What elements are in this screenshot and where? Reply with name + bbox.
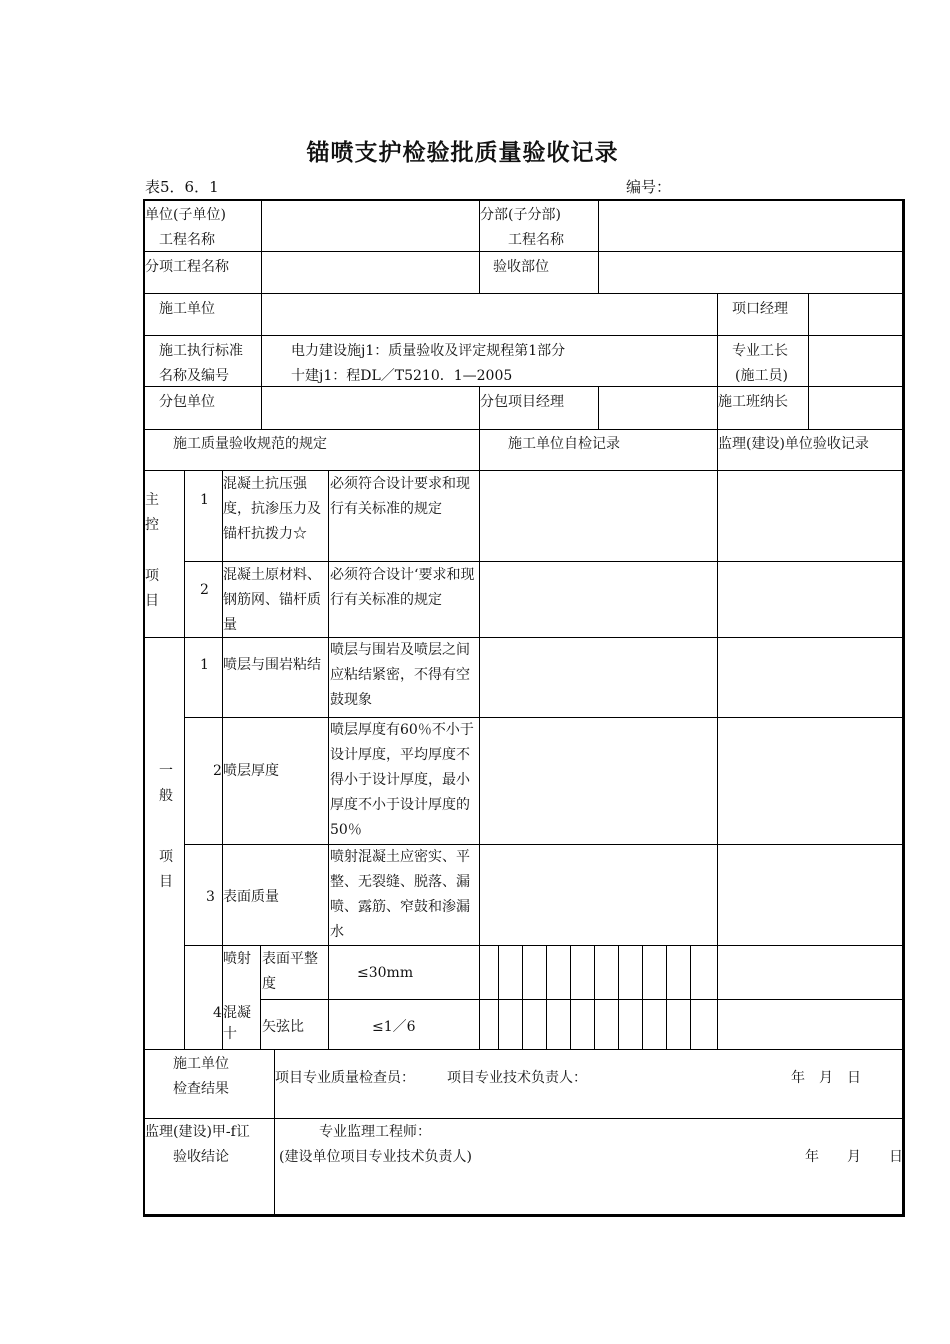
- subcontractor-label: 分包单位: [159, 394, 215, 410]
- v-line: [598, 201, 599, 293]
- h-line: [145, 335, 905, 336]
- main-control-char: 主: [145, 492, 159, 508]
- item4-category-cut: 十: [223, 1026, 237, 1042]
- h-line: [260, 999, 905, 1000]
- main-control-char: 目: [145, 593, 159, 609]
- v-line: [522, 945, 523, 1049]
- v-line: [498, 945, 499, 1049]
- v-line: [808, 293, 809, 386]
- h-line: [145, 293, 905, 294]
- standard-value-2: 十建j1：程DL／T5210．1—2005: [291, 368, 513, 384]
- main-item-name: 混凝土原材料、钢筋网、锚杆质量: [223, 567, 321, 633]
- standard-value: 电力建设施j1：质量验收及评定规程第1部分: [291, 343, 566, 359]
- foreman-label-2: (施工员): [735, 368, 788, 384]
- general-item-no: 2: [213, 763, 222, 779]
- general-item-name: 喷层厚度: [223, 763, 279, 779]
- v-line: [328, 945, 329, 1049]
- main-item-no: 2: [200, 582, 209, 598]
- sag-ratio-value: ≤1／6: [372, 1019, 416, 1035]
- general-item-no: 1: [200, 657, 209, 673]
- flatness-value: ≤30mm: [357, 965, 414, 981]
- main-item-requirement: 必须符合设计要求和现行有关标准的规定: [330, 476, 470, 517]
- acceptance-form: [143, 199, 905, 1217]
- h-line: [145, 470, 905, 471]
- project-manager-label: 项口经理: [732, 301, 788, 317]
- v-line: [618, 945, 619, 1049]
- owner-tech-lead-label: (建设单位项目专业技术负责人): [279, 1149, 472, 1165]
- general-item-requirement: 喷射混凝土应密实、平整、无裂缝、脱落、漏喷、露筋、窄鼓和渗漏水: [330, 849, 470, 940]
- v-line: [184, 470, 185, 1049]
- h-line: [145, 1049, 905, 1050]
- check-date: 年 月 日: [791, 1070, 861, 1086]
- supervision-label: 监理(建设)甲-f讧: [145, 1124, 250, 1140]
- v-line: [261, 251, 262, 293]
- sag-ratio-name: 矢弦比: [262, 1019, 304, 1035]
- standard-label: 施工执行标准: [159, 343, 243, 359]
- v-line: [261, 201, 262, 251]
- item4-category-2: 混凝: [223, 1005, 251, 1021]
- main-control-char: 项: [145, 568, 159, 584]
- main-item-requirement: 必须符合设计‘要求和现行有关标准的规定: [330, 567, 475, 608]
- v-line: [717, 429, 718, 1049]
- v-line: [260, 945, 261, 1049]
- unit-label-2: 工程名称: [159, 232, 215, 248]
- v-line: [690, 945, 691, 1049]
- v-line: [328, 470, 329, 945]
- v-line: [594, 945, 595, 1049]
- general-char: 一: [159, 763, 173, 779]
- h-line: [184, 717, 905, 718]
- h-line: [184, 945, 905, 946]
- check-result-label-2: 检查结果: [173, 1081, 229, 1097]
- item4-no: 4: [213, 1005, 222, 1021]
- self-check-column-header: 施工单位自检记录: [508, 436, 620, 452]
- supervision-label-2: 验收结论: [173, 1149, 229, 1165]
- v-line: [717, 293, 718, 386]
- h-line: [145, 429, 905, 430]
- table-number: 表5．6．1: [145, 178, 219, 196]
- v-line: [642, 945, 643, 1049]
- h-line: [184, 844, 905, 845]
- general-char: 项: [159, 849, 173, 865]
- general-char: 目: [159, 874, 173, 890]
- item4-category: 喷射: [223, 951, 251, 967]
- supervision-date: 年 月 日: [805, 1149, 903, 1165]
- check-result-label: 施工单位: [173, 1056, 229, 1072]
- sub-pm-label: 分包项目经理: [480, 394, 564, 410]
- flatness-name: 表面平整度: [262, 951, 318, 992]
- main-item-no: 1: [200, 492, 209, 508]
- supervision-engineer-label: 专业监理工程师：: [319, 1124, 431, 1140]
- foreman-label: 专业工长: [732, 343, 788, 359]
- main-item-name: 混凝土抗压强度，抗渗压力及锚杆抗拨力☆: [223, 476, 321, 542]
- v-line: [261, 293, 262, 429]
- v-line: [598, 386, 599, 429]
- item-project-label: 分项工程名称: [145, 259, 229, 275]
- v-line: [546, 945, 547, 1049]
- general-item-no: 3: [206, 889, 215, 905]
- team-leader-label: 施工班纳长: [718, 394, 788, 410]
- main-control-char: 控: [145, 517, 159, 533]
- general-char: 般: [159, 788, 173, 804]
- h-line: [184, 561, 905, 562]
- serial-number-label: 编号：: [626, 178, 672, 196]
- spec-column-header: 施工质量验收规范的规定: [173, 436, 327, 452]
- general-item-requirement: 喷层厚度有60％不小于设计厚度，平均厚度不得小于设计厚度，最小厚度不小于设计厚度的50％: [330, 722, 474, 838]
- subdivision-label: 分部(子分部): [480, 207, 561, 223]
- h-line: [145, 386, 905, 387]
- standard-label-2: 名称及编号: [159, 368, 229, 384]
- v-line: [808, 386, 809, 429]
- h-line: [145, 1118, 905, 1119]
- acceptance-part-label: 验收部位: [493, 259, 549, 275]
- v-line: [666, 945, 667, 1049]
- constructor-label: 施工单位: [159, 301, 215, 317]
- supervision-column-header: 监理(建设)单位验收记录: [718, 436, 869, 452]
- unit-label: 单位(子单位): [145, 207, 226, 223]
- v-line: [570, 945, 571, 1049]
- general-item-name: 喷层与围岩粘结: [223, 657, 321, 673]
- tech-lead-label: 项目专业技术负责人：: [447, 1070, 587, 1086]
- subdivision-label-2: 工程名称: [508, 232, 564, 248]
- general-item-name: 表面质量: [223, 889, 279, 905]
- page-title: 锚喷支护检验批质量验收记录: [306, 140, 619, 166]
- quality-inspector-label: 项目专业质量检查员：: [275, 1070, 415, 1086]
- general-item-requirement: 喷层与围岩及喷层之间应粘结紧密，不得有空鼓现象: [330, 642, 470, 708]
